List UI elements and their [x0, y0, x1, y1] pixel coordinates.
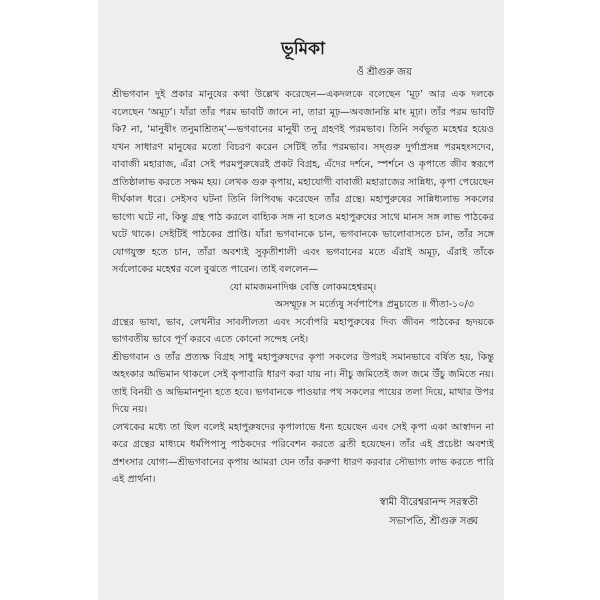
- invocation-line: ওঁ শ্রীগুরু জয়: [356, 67, 412, 78]
- paragraph-language: গ্রন্থের ভাষা, ভাব, লেখনীর সাবলীলতা এবং সর্বোপরি মহাপুরুষের দিব্য জীবন পাঠকের হৃদয়কে ভাগবতীয় ভাবে পূর্ণ করবে এতে কোনো সন্দেহ নেই।: [112, 316, 494, 345]
- paragraph-intro: শ্রীভগবান দুই প্রকার মানুষের কথা উল্লেখ করেছেন—একদলকে বলেছেন ‘মূঢ়’ আর এক দলকে বলেছেন ‘অমূঢ়’। যাঁরা তাঁর পরম ভাবটি জানে না, তারা মূঢ়—অবজানন্তি মাং মূঢ়া। তাঁর পরম ভাবটি কি? না, ‘মানুষীং তনুমাশ্রিতম্’—ভগবানের মানুষী তনু গ্রহণই পরমভাব। তিনি সর্বভূত মহেশ্বর হয়েও যখন সাধারণ মানুষের মতো বিচরণ করেন সেটিই তাঁর পরমভাব। সদ্গুরু দুর্গাপ্রসন্ন পরমহংসদেব, বাবাজী মহারাজ, এঁরা সেই পরমপুরুষেরই প্রকট বিগ্রহ, এঁদের দর্শনে, স্পর্শনে ও কৃপাতে জীব স্বরূপে প্রতিষ্ঠালাভ করতে সক্ষম হয়। লেখক গুরু কৃপায়, মহাযোগী বাবাজী মহারাজের সান্নিধ্য, কৃপা পেয়েছেন দীর্ঘকাল ধরে। সেইসব ঘটনা তিনি লিপিবদ্ধ করেছেন তাঁর গ্রন্থে। মহাপুরুষের সান্নিধ্যলাভ সকলের ভাগ্যে ঘটে না, কিন্তু গ্রন্থ পাঠ করলে বাহ্যিক সঙ্গ না হলেও মহাপুরুষের সাথে মানস সঙ্গ লাভ পাঠকের ঘটে থাকে। সেইটিই পাঠকের প্রাপ্তি। যাঁরা ভগবানকে চান, ভগবানকে ভালোবাসতে চান, তাঁর সঙ্গে যোগযুক্ত হতে চান, তাঁরা অবশ্যই সুকৃতীশালী এবং ভগবানের মতে এঁরাই অমূঢ়, এঁরাই তাঁকে সর্বলোকের মহেশ্বর বলে বুঝতে পারেন। তাই বললেন—: [112, 89, 494, 275]
- page-title: ভূমিকা: [281, 39, 325, 59]
- document-page: [98, 0, 504, 600]
- verse-line-1: যো মামজমনাদিঞ্চ বেত্তি লোকমহেশ্বরম্।: [229, 281, 377, 293]
- signature-title: সভাপতি, শ্রীগুরু সঙ্ঘ: [389, 515, 478, 527]
- verse-line-2: অসম্মূঢ়ঃ স মর্ত্যেষু সর্বপাপৈঃ প্রমুচ্যতে ॥ গীতা-১০/৩: [274, 299, 474, 310]
- paragraph-grace: শ্রীভগবান ও তাঁর প্রত্যক্ষ বিগ্রহ সাধু মহাপুরুষদের কৃপা সকলের উপরই সমানভাবে বর্ষিত হয়, কিন্তু অহংকার অভিমান থাকলে সেই কৃপাবারি ধারণ করা যায় না। নীচু জমিতেই জল জমে উঁচু জমিতে নয়। তাই বিনয়ী ও অভিমানশূন্য হতে হবে। ভগবানকে পাওয়ার পথ সকলের পায়ের তলা দিয়ে, মাথার উপর দিয়ে নয়।: [112, 351, 494, 415]
- paragraph-author: লেখকের মধ্যে তা ছিল বলেই মহাপুরুষদের কৃপালাভে ধন্য হয়েছেন এবং সেই কৃপা একা আস্বাদন না করে গ্রন্থের মাধ্যমে ধর্মপিপাসু পাঠকদের পরিবেশন করতে ব্রতী হয়েছেন। তাঁর এই প্রচেষ্টা অবশ্যই প্রশংসার যোগ্য—শ্রীভগবানের কৃপায় আমরা যেন তাঁর করুণা ধারণ করবার সৌভাগ্য লাভ করতে পারি এই প্রার্থনা।: [112, 421, 494, 485]
- signature-name: স্বামী বীরেশ্বরানন্দ সরস্বতী: [379, 496, 478, 508]
